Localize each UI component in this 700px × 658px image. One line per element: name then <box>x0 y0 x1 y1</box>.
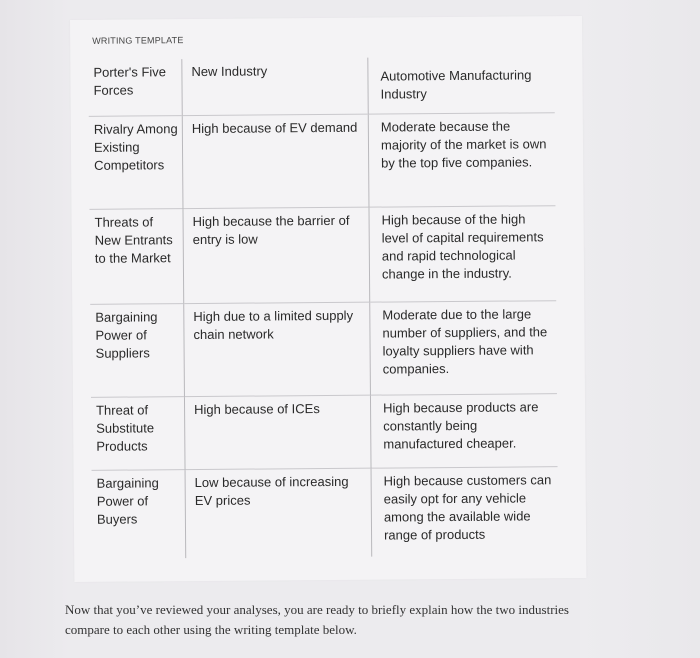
header-new-industry: New Industry <box>182 58 368 116</box>
force-cell: Bargaining Power of Buyers <box>92 470 186 559</box>
table-row <box>90 301 557 398</box>
header-forces: Porter's Five Forces <box>93 64 167 98</box>
writing-template-card <box>70 16 586 582</box>
automotive-cell: High because customers can easily opt for any vehicle among the available wide range of products <box>371 467 558 557</box>
force-cell: Bargaining Power of Suppliers <box>90 304 184 398</box>
table-row <box>89 206 556 305</box>
new-industry-cell: High because of EV demand <box>182 114 369 208</box>
force-cell: Threats of New Entrants to the Market <box>89 209 183 305</box>
automotive-cell: High because products are constantly being manufactured cheaper. <box>370 394 557 468</box>
header-automotive-text: Automotive Manufacturing Industry <box>380 67 532 102</box>
new-industry-cell: High because the barrier of entry is low <box>183 207 370 303</box>
new-industry-cell: High because of ICEs <box>184 395 371 469</box>
porters-five-forces-table <box>88 56 558 559</box>
instructions-text: Now that you’ve reviewed your analyses, you are ready to briefly explain how the two industries compare to each other using the writing template below. <box>65 602 569 637</box>
template-label: WRITING TEMPLATE <box>92 35 184 46</box>
automotive-cell: Moderate due to the large number of suppliers, and the loyalty suppliers have with companies. <box>370 301 557 395</box>
automotive-cell: High because of the high level of capital requirements and rapid technological change in the industry. <box>369 206 556 302</box>
force-cell: Rivalry Among Existing Competitors <box>89 116 183 210</box>
table-row <box>91 394 558 471</box>
new-industry-cell: High due to a limited supply chain network <box>184 302 371 396</box>
automotive-cell: Moderate because the majority of the market is own by the top five companies. <box>368 113 555 207</box>
table-row <box>89 113 556 210</box>
table-row <box>92 467 559 559</box>
header-automotive <box>368 56 555 114</box>
force-cell: Threat of Substitute Products <box>91 397 185 471</box>
photo-background-right <box>580 0 700 658</box>
table-header-row <box>88 56 554 116</box>
photo-background-left <box>0 0 70 658</box>
new-industry-cell: Low because of increasing EV prices <box>185 468 372 558</box>
